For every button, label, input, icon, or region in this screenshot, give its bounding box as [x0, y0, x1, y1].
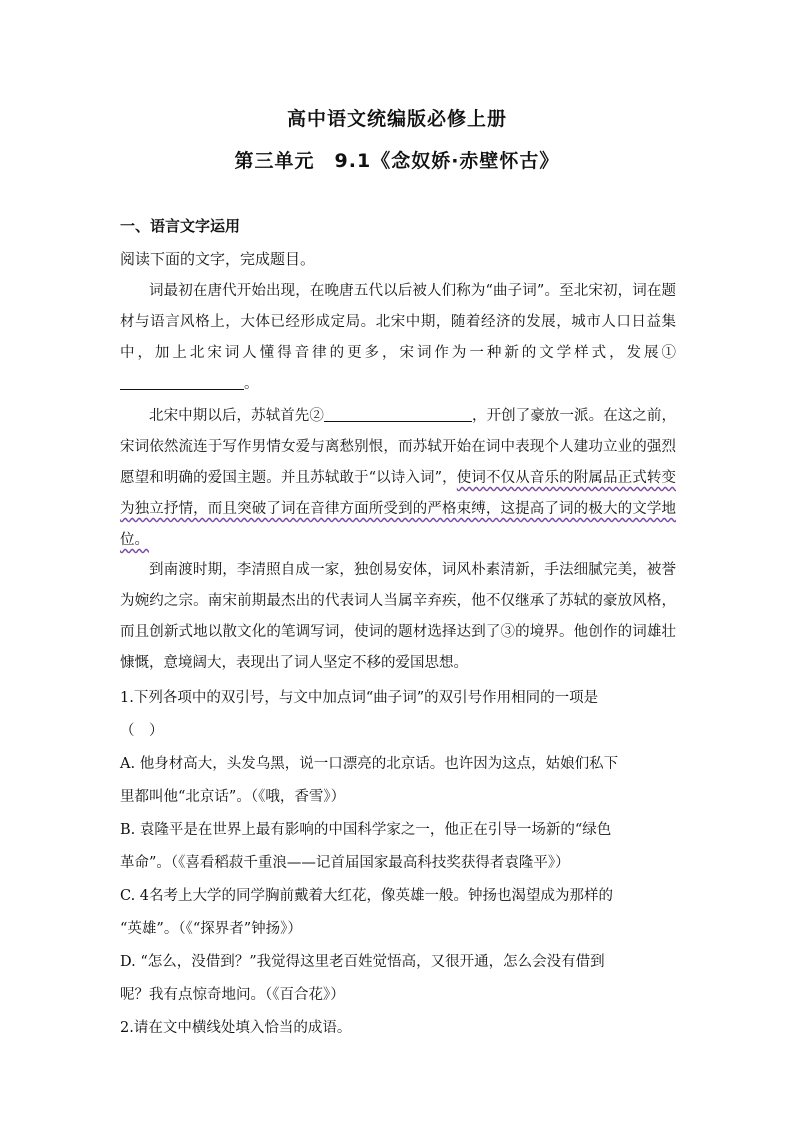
document-title: 高中语文统编版必修上册	[286, 108, 507, 130]
question-list	[120, 682, 680, 1045]
passage-paragraph-2	[120, 401, 676, 556]
paragraph-text: 词最初在唐代开始出现，在晚唐五代以后被人们称为“曲子词”。至北宋初，词在题材与语言风格上，大体已经形成定局。北宋中期，随着经济的发展，城市人口日益集中，加上北宋词人懂得音律的更多，宋词作为一种新的文学样式，发展①	[120, 283, 676, 361]
document-subtitle: 第三单元 9.1《念奴娇·赤壁怀古》	[234, 150, 560, 172]
question-1: 1.下列各项中的双引号，与文中加点词“曲子词”的双引号作用相同的一项是	[120, 690, 599, 706]
wavy-underlined-sentence: 使词不仅从音乐的附属品正式转变为独立抒情，而且突破了词在音律方面所受到的严格束缚，这提高了词的极大的文学地位。	[120, 470, 677, 548]
blank-1[interactable]	[120, 371, 244, 390]
section-heading: 一、语言文字运用	[120, 217, 241, 235]
blank-2[interactable]	[324, 403, 472, 422]
paragraph-text: ，开创了豪放一派。在这之前，宋词依然流连于写作男情女爱与离愁别恨，而苏轼开始在词中表现个人建功立业的强烈愿望和明确的爱国主题。并且苏轼敢于“以诗入词”，	[120, 408, 677, 486]
question-2: 2.请在文中横线处填入恰当的成语。	[120, 1020, 352, 1036]
paragraph-text: 。	[244, 376, 259, 392]
passage-paragraph-3	[120, 555, 676, 679]
instruction-text: 阅读下面的文字，完成题目。	[120, 250, 316, 268]
option-b-cont: 革命”。（《喜看稻菽千重浪——记首届国家最高科技奖获得者袁隆平》）	[120, 855, 570, 871]
option-a: A. 他身材高大，头发乌黑，说一口漂亮的北京话。也许因为这点，姑娘们私下	[120, 756, 619, 772]
option-a-cont: 里都叫他“北京话”。（《哦，香雪》）	[120, 789, 346, 805]
option-c-cont: “英雄”。（《“探界者”钟扬》）	[120, 921, 302, 937]
option-d: D. “怎么，没借到？”我觉得这里老百姓觉悟高，又很开通，怎么会没有借到	[120, 954, 605, 970]
option-c: C. 4名考上大学的同学胸前戴着大红花，像英雄一般。钟扬也渴望成为那样的	[120, 888, 614, 904]
question-1-bracket: （ ）	[120, 723, 164, 739]
paragraph-text: 到南渡时期，李清照自成一家，独创易安体，词风朴素清新，手法细腻完美，被誉为婉约之宗。南宋前期最杰出的代表词人当属辛弃疾，他不仅继承了苏轼的豪放风格，而且创新式地以散文化的笔调写词，使词的题材选择达到了③的境界。他创作的词雄壮慷慨，意境阔大，表现出了词人坚定不移的爱国思想。	[120, 562, 676, 671]
option-d-cont: 呢？我有点惊奇地问。（《百合花》）	[120, 987, 345, 1003]
passage-paragraph-1	[120, 276, 676, 400]
option-b: B. 袁隆平是在世界上最有影响的中国科学家之一，他正在引导一场新的“绿色	[120, 822, 612, 838]
paragraph-text: 北宋中期以后，苏轼首先②	[149, 408, 324, 424]
